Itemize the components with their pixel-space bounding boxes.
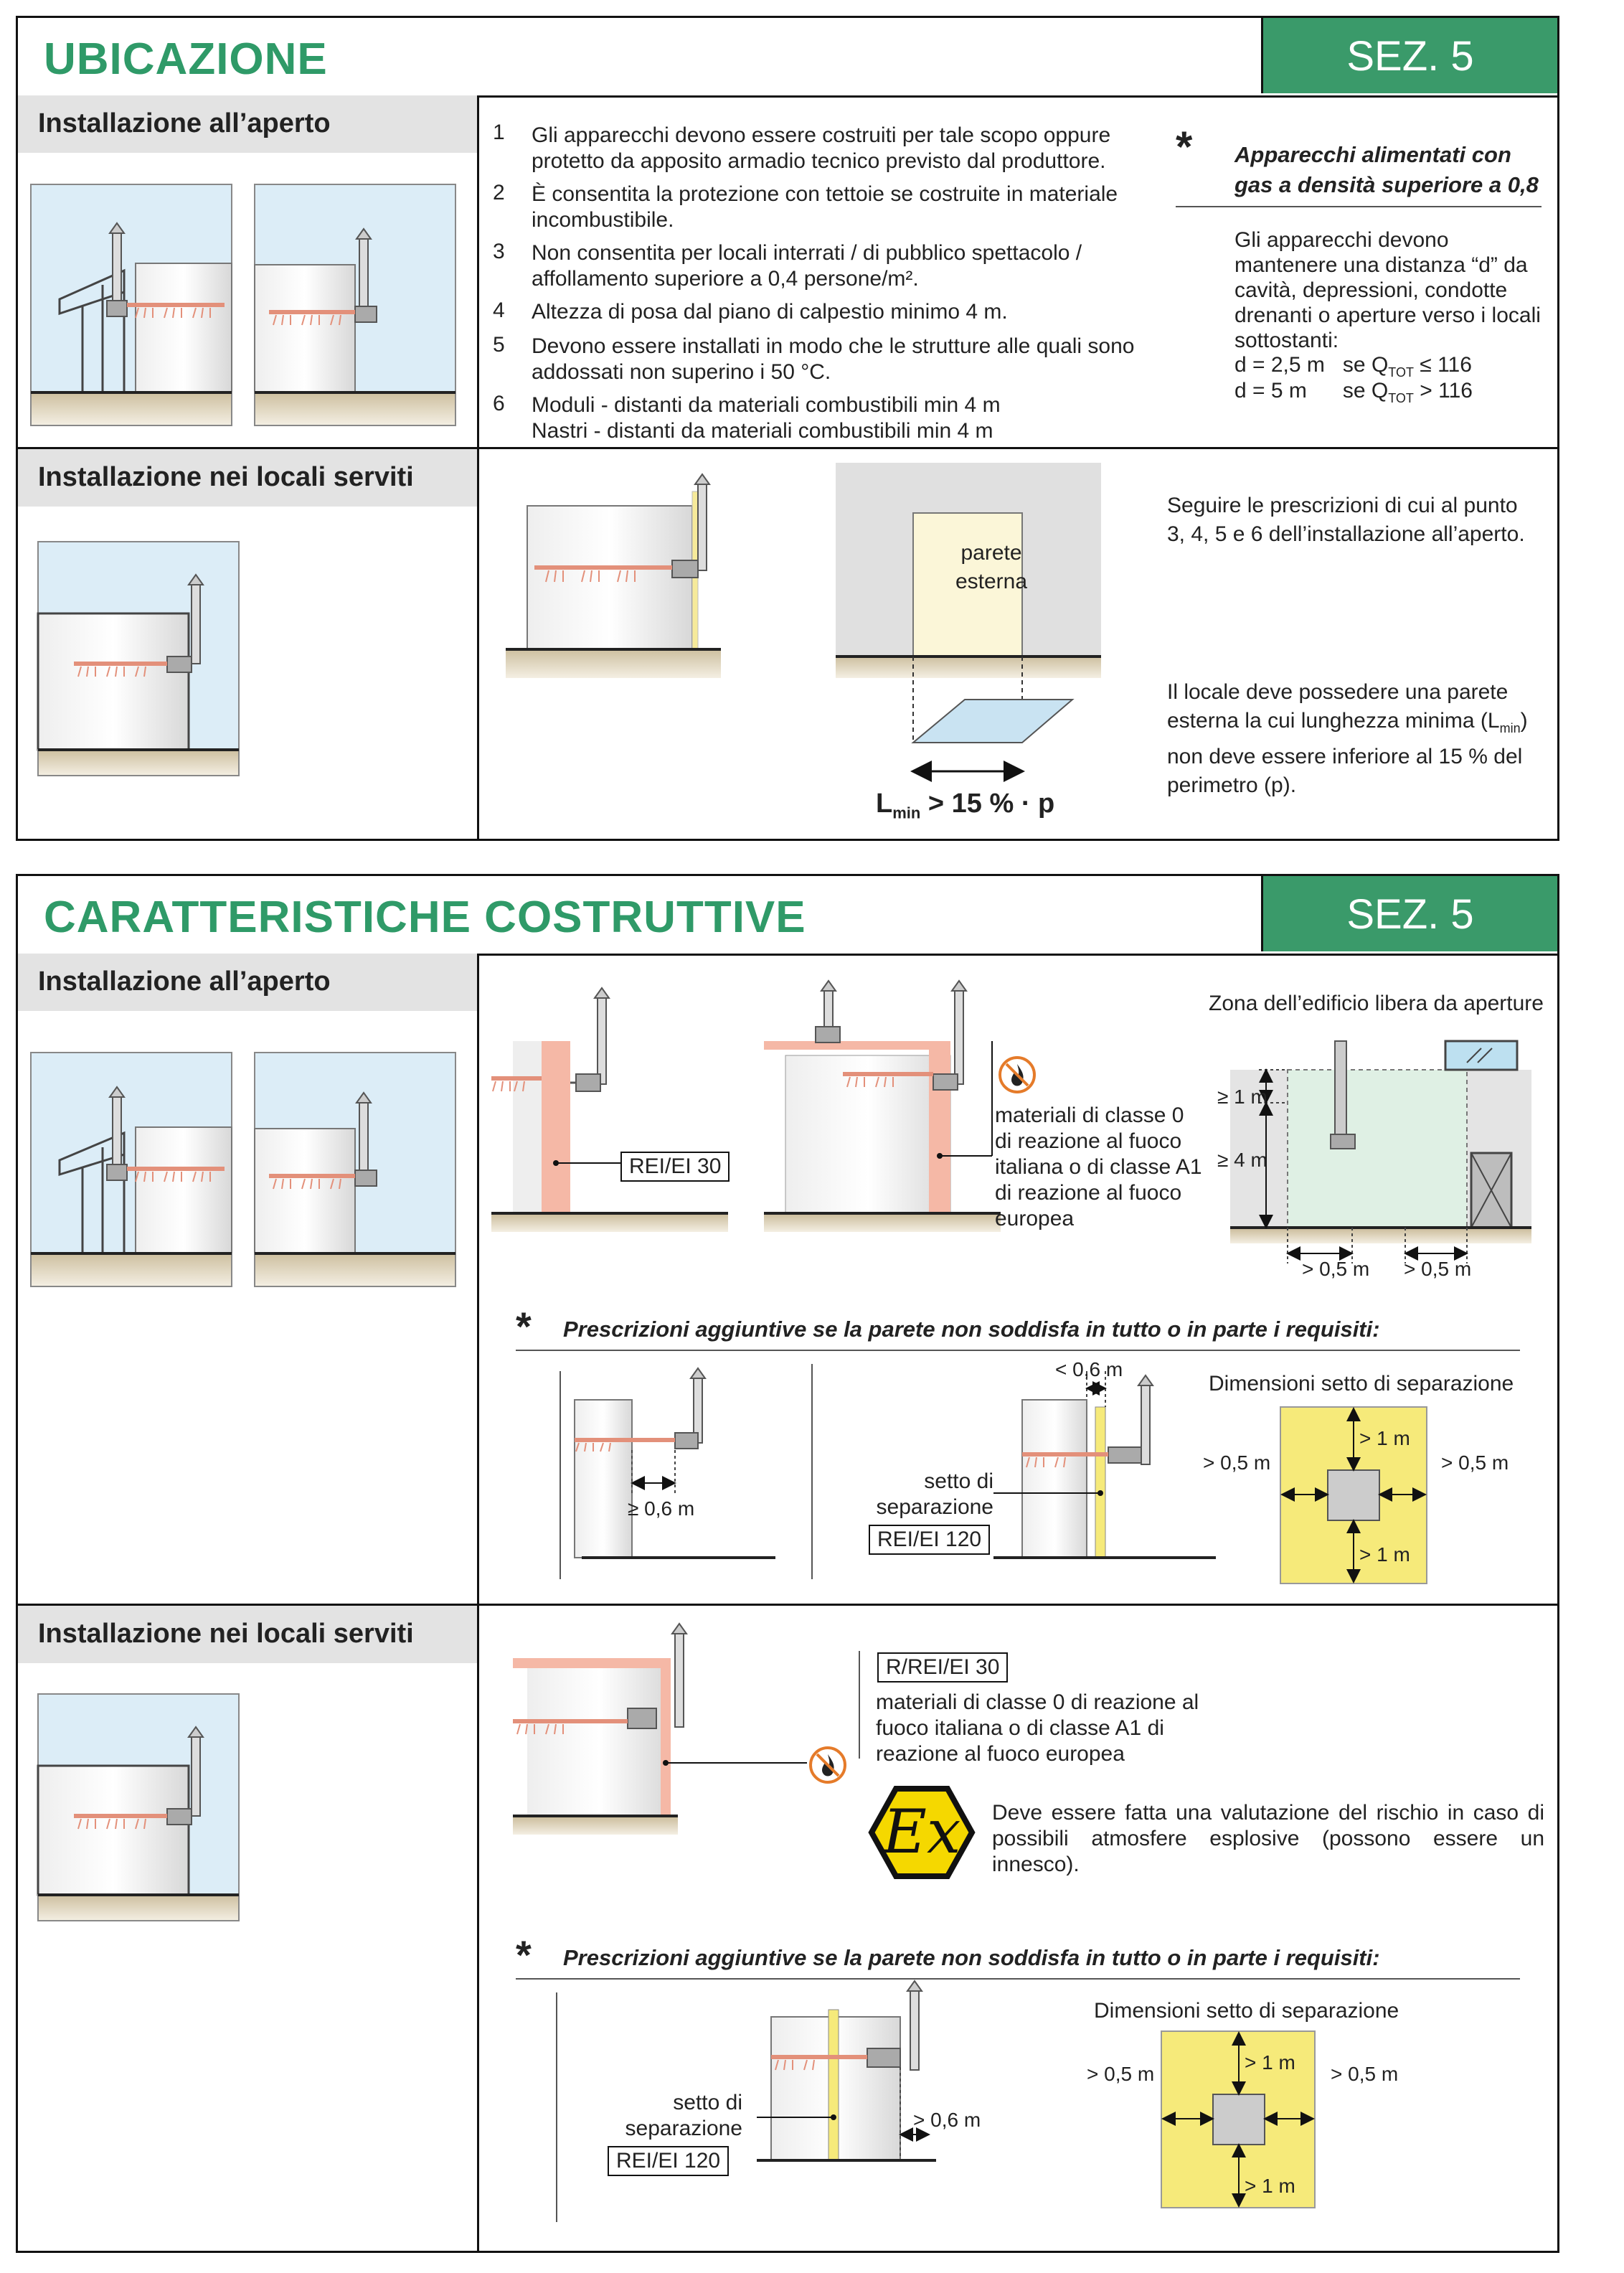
list-item: Devono essere installati in modo che le strutture alle quali sono addossati non superino i 50 °C. [532,334,1135,384]
section-number: SEZ. 5 [1261,876,1557,951]
ex-symbol: Ex [882,1797,961,1867]
section-number: SEZ. 5 [1261,18,1557,93]
text-part: Il locale deve possedere una parete esterna la cui lunghezza minima (L [1167,680,1509,733]
served-gt1-top-label: > 1 m [1245,2051,1295,2074]
note-divider [1176,206,1542,207]
zone-title: Zona dell’edificio libera da aperture [1209,992,1544,1015]
gt05-left-label: > 0,5 m [1203,1451,1271,1474]
list-item-continuation: Nastri - distanti da materiali combustibili min 4 m [532,419,993,443]
gt05-label-right: > 0,5 m [1404,1258,1472,1280]
fire-icon [998,1055,1037,1094]
note-condition: se Q [1342,379,1389,403]
list-item: Moduli - distanti da materiali combustibili min 4 m [532,393,1001,417]
section-header [18,18,1557,98]
fire-icon [808,1746,847,1784]
formula-subscript: min [892,804,921,822]
text-subscript: min [1499,721,1521,735]
rei30-label: REI/EI 30 [620,1152,730,1182]
section-header [18,876,1557,956]
note-value: ≤ 116 [1420,353,1472,377]
caratteristiche-panel [16,874,1559,2253]
outdoor-illustration-2 [255,1053,455,1289]
zone-diagram [1230,1027,1539,1263]
served-illustration [38,542,239,778]
lmin-formula [876,789,1054,823]
list-item: È consentita la protezione con tettoie se costruite in materiale incombustibile. [532,182,1118,232]
item-number: 1 [493,121,505,144]
served-separation-dimension-diagram [1161,2031,1326,2211]
item-number: 5 [493,333,505,357]
served-wall-diagram [513,1629,857,1845]
lt06-label: < 0,6 m [1055,1358,1123,1380]
note-condition: se Q [1342,353,1389,377]
served-subheader: Installazione nei locali serviti [18,449,477,507]
served-setto-label: setto di separazione [625,2091,742,2140]
note-formula-2 [1234,378,1473,411]
served-rei120-label: REI/EI 120 [608,2146,729,2176]
note-subscript: TOT [1388,391,1414,405]
section-title: UBICAZIONE [44,34,328,84]
list-item: Gli apparecchi devono essere costruiti per tale scopo oppure protetto da apposito armadio tecnico previsto dal produttore. [532,123,1111,173]
item-number: 3 [493,240,505,263]
class0-wall-diagram [764,984,1008,1235]
served-gt1-bottom-label: > 1 m [1245,2175,1295,2197]
asterisk-icon: * [516,1932,532,1977]
section-title: CARATTERISTICHE COSTRUTTIVE [44,893,806,942]
outdoor-subheader: Installazione all’aperto [18,954,477,1011]
dim-title: Dimensioni setto di separazione [1209,1372,1514,1396]
wall-label-2: esterna [955,570,1028,593]
ge4-label: ≥ 4 m [1217,1149,1267,1171]
outdoor-illustration-1 [31,184,232,428]
outdoor-subheader: Installazione all’aperto [18,95,477,153]
item-number: 6 [493,392,505,415]
served-dim-title: Dimensioni setto di separazione [1094,1999,1399,2023]
note-body: Gli apparecchi devono mantenere una distanza “d” da cavità, depressioni, condotte drenanti o aperture verso i locali sottostanti: [1234,228,1541,352]
rei120-label: REI/EI 120 [869,1525,990,1555]
external-wall-diagram [836,463,1108,829]
gt05-right-label: > 0,5 m [1441,1451,1509,1474]
gt06-label: > 0,6 m [913,2109,981,2131]
list-item: Non consentita per locali interrati / di pubblico spettacolo / affollamento superiore a 0,4 persone/m². [532,241,1082,291]
separation-wall-diagram [993,1371,1223,1586]
note-distance: d = 5 m [1234,379,1307,403]
setto-label: setto di separazione [876,1469,993,1519]
served-separation-diagram [757,1988,986,2175]
extra-title: Prescrizioni aggiuntive se la parete non soddisfa in tutto o in parte i requisiti: [563,1317,1380,1342]
served-gt05-left-label: > 0,5 m [1087,2063,1155,2085]
served-extra-title: Prescrizioni aggiuntive se la parete non soddisfa in tutto o in parte i requisiti: [563,1945,1380,1970]
formula-value: > 15 % · p [927,789,1055,819]
ge1-label: ≥ 1 m [1217,1086,1267,1108]
item-number: 2 [493,181,505,204]
served-gt05-right-label: > 0,5 m [1331,2063,1399,2085]
served-illustration [38,1694,239,1924]
note-value: > 116 [1420,379,1473,403]
served-heater-diagram [506,463,735,692]
distance-diagram [560,1371,790,1586]
gt05-label-left: > 0,5 m [1302,1258,1370,1280]
served-text-2 [1167,678,1540,800]
rei30-wall-diagram [491,984,735,1235]
ubicazione-panel [16,16,1559,841]
ex-text: Deve essere fatta una valutazione del rischio in caso di possibili atmosfere esplosive (possono essere un innesco). [992,1801,1544,1876]
asterisk-icon: * [1176,123,1193,171]
item-number: 4 [493,298,505,322]
gt1-bottom-label: > 1 m [1359,1543,1410,1566]
outdoor-illustration-1 [31,1053,232,1289]
note-title: Apparecchi alimentati con gas a densità superiore a 0,8 [1234,142,1539,197]
wall-label-1: parete [960,541,1022,565]
ge06-label: ≥ 0,6 m [628,1497,695,1520]
note-distance: d = 2,5 m [1234,353,1325,377]
note-subscript: TOT [1388,365,1414,380]
served-text-1: Seguire le prescrizioni di cui al punto 3, 4, 5 e 6 dell’installazione all’aperto. [1167,494,1525,546]
outdoor-illustration-2 [255,184,455,428]
asterisk-icon: * [516,1304,532,1349]
rrei30-label: R/REI/EI 30 [877,1652,1008,1683]
list-item: Altezza di posa dal piano di calpestio minimo 4 m. [532,300,1008,324]
served-subheader: Installazione nei locali serviti [18,1606,477,1663]
formula-symbol: L [876,789,893,819]
gt1-top-label: > 1 m [1359,1427,1410,1449]
text-part: ) non deve essere inferiore al 15 % del perimetro (p). [1167,709,1528,797]
served-material-text: materiali di classe 0 di reazione al fuoco italiana o di classe A1 di reazione al fuoco europea [876,1690,1199,1766]
material-text: materiali di classe 0 di reazione al fuoco italiana o di classe A1 di reazione al fuoco europea [995,1103,1202,1230]
